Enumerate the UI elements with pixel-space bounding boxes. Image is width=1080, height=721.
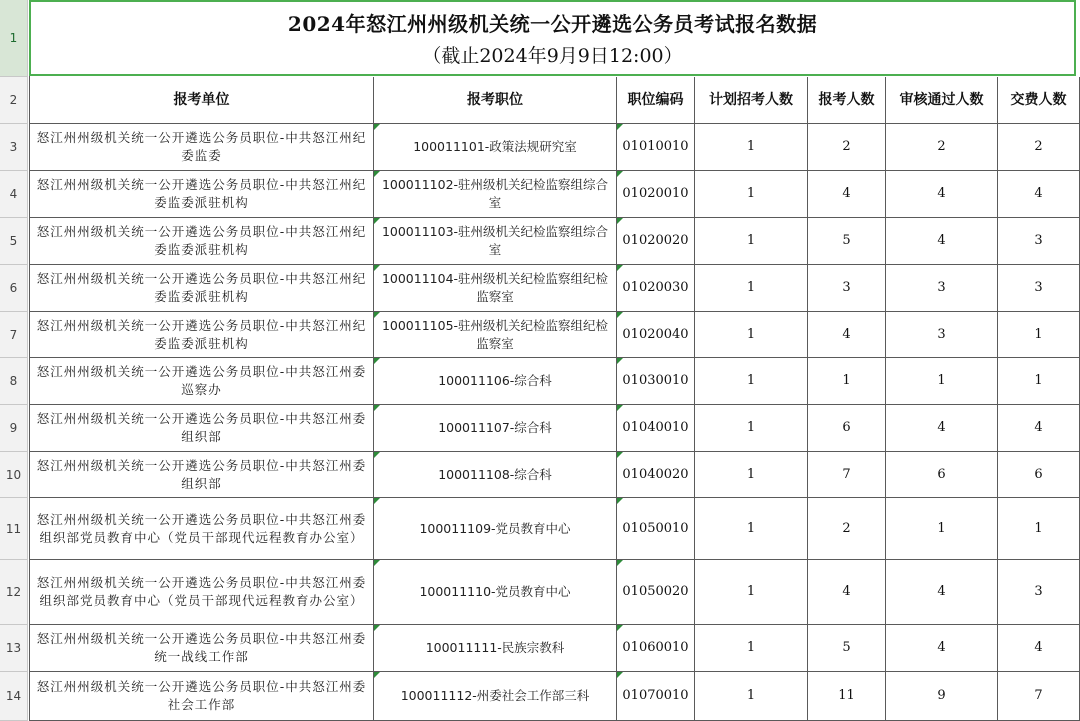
cell-unit[interactable] xyxy=(30,498,374,560)
cell-position-code-text: 01020020 xyxy=(622,233,689,248)
cell-marker-icon xyxy=(374,498,380,504)
header-approved-text: 审核通过人数 xyxy=(899,92,984,108)
cell-position[interactable] xyxy=(374,358,617,405)
cell-paid-text: 1 xyxy=(1034,520,1043,536)
cell-applicants[interactable] xyxy=(808,625,886,672)
cell-unit[interactable] xyxy=(30,672,374,721)
cell-paid[interactable] xyxy=(998,405,1080,452)
cell-marker-icon xyxy=(617,560,623,566)
cell-applicants[interactable] xyxy=(808,358,886,405)
cell-applicants-text: 7 xyxy=(842,466,851,482)
cell-applicants[interactable] xyxy=(808,265,886,312)
cell-marker-icon xyxy=(374,625,380,631)
cell-position-text: 100011109-党员教育中心 xyxy=(419,520,571,536)
row-number-11[interactable]: 11 xyxy=(0,498,28,560)
cell-marker-icon xyxy=(374,312,380,318)
cell-marker-icon xyxy=(374,405,380,411)
cell-position[interactable] xyxy=(374,405,617,452)
cell-position-code[interactable] xyxy=(617,265,695,312)
cell-paid-text: 1 xyxy=(1034,326,1043,342)
cell-position[interactable] xyxy=(374,218,617,265)
cell-applicants-text: 5 xyxy=(842,640,851,655)
cell-paid[interactable] xyxy=(998,560,1080,625)
cell-marker-icon xyxy=(617,625,623,631)
cell-paid-text: 2 xyxy=(1034,139,1043,154)
row-number-6[interactable]: 6 xyxy=(0,265,28,312)
row-number-2[interactable]: 2 xyxy=(0,77,28,124)
cell-unit-text: 怒江州州级机关统一公开遴选公务员职位-中共怒江州纪委监委派驻机构 xyxy=(36,271,367,304)
cell-position-text: 100011105-驻州级机关纪检监察组纪检监察室 xyxy=(381,317,609,351)
cell-paid-text: 4 xyxy=(1034,640,1043,655)
row-number-12[interactable]: 12 xyxy=(0,560,28,625)
cell-position-code-text: 01060010 xyxy=(622,640,689,655)
cell-position-code-text: 01020040 xyxy=(622,326,689,342)
cell-position-code-text: 01040020 xyxy=(622,466,689,482)
cell-position[interactable] xyxy=(374,265,617,312)
cell-unit[interactable] xyxy=(30,405,374,452)
cell-unit-text: 怒江州州级机关统一公开遴选公务员职位-中共怒江州委社会工作部 xyxy=(36,679,367,712)
cell-applicants[interactable] xyxy=(808,672,886,721)
cell-marker-icon xyxy=(617,672,623,678)
cell-position[interactable] xyxy=(374,560,617,625)
cell-applicants-text: 11 xyxy=(838,688,855,703)
cell-applicants[interactable] xyxy=(808,124,886,171)
cell-planned-recruits[interactable] xyxy=(695,218,808,265)
cell-position[interactable] xyxy=(374,498,617,560)
cell-position-text: 100011101-政策法规研究室 xyxy=(413,139,577,154)
cell-paid[interactable] xyxy=(998,625,1080,672)
cell-planned-recruits[interactable] xyxy=(695,672,808,721)
cell-unit-text: 怒江州州级机关统一公开遴选公务员职位-中共怒江州纪委监委派驻机构 xyxy=(36,224,367,257)
cell-applicants-text: 2 xyxy=(842,139,851,154)
cell-paid-text: 3 xyxy=(1034,233,1043,248)
cell-position-code[interactable] xyxy=(617,218,695,265)
cell-approved[interactable] xyxy=(886,124,998,171)
cell-approved[interactable] xyxy=(886,498,998,560)
cell-planned-recruits-text: 1 xyxy=(746,466,756,482)
cell-planned-recruits-text: 1 xyxy=(746,640,756,655)
cell-paid[interactable] xyxy=(998,498,1080,560)
cell-position-text: 100011103-驻州级机关纪检监察组综合室 xyxy=(381,224,609,257)
cell-position-code-text: 01050020 xyxy=(622,584,689,599)
cell-position-text: 100011112-州委社会工作部三科 xyxy=(400,688,590,703)
row-number-13[interactable]: 13 xyxy=(0,625,28,672)
row-number-1[interactable]: 1 xyxy=(0,0,28,77)
cell-position-code[interactable] xyxy=(617,498,695,560)
cell-applicants[interactable] xyxy=(808,498,886,560)
cell-position-text: 100011108-综合科 xyxy=(438,466,552,482)
sheet-title: 2024年怒江州州级机关统一公开遴选公务员考试报名数据 xyxy=(287,12,818,36)
header-applicants-text: 报考人数 xyxy=(818,92,875,108)
header-planned-recruits[interactable] xyxy=(695,77,808,124)
cell-applicants-text: 4 xyxy=(842,584,851,599)
cell-applicants[interactable] xyxy=(808,405,886,452)
cell-applicants[interactable] xyxy=(808,452,886,498)
cell-planned-recruits-text: 1 xyxy=(746,373,756,388)
header-paid-text: 交费人数 xyxy=(1010,92,1067,108)
row-number-8[interactable]: 8 xyxy=(0,358,28,405)
cell-position-code-text: 01020010 xyxy=(622,186,689,201)
row-number-14[interactable]: 14 xyxy=(0,672,28,721)
cell-paid-text: 7 xyxy=(1034,688,1043,703)
row-number-4[interactable]: 4 xyxy=(0,171,28,218)
cell-planned-recruits[interactable] xyxy=(695,405,808,452)
cell-paid-text: 4 xyxy=(1034,186,1043,201)
cell-unit[interactable] xyxy=(30,265,374,312)
cell-position-text: 100011102-驻州级机关纪检监察组综合室 xyxy=(381,177,609,210)
cell-approved[interactable] xyxy=(886,452,998,498)
cell-marker-icon xyxy=(374,672,380,678)
cell-planned-recruits[interactable] xyxy=(695,625,808,672)
cell-approved-text: 4 xyxy=(937,420,946,435)
cell-unit[interactable] xyxy=(30,560,374,625)
cell-position-code[interactable] xyxy=(617,405,695,452)
cell-unit-text: 怒江州州级机关统一公开遴选公务员职位-中共怒江州委组织部 xyxy=(36,457,367,491)
row-number-5[interactable]: 5 xyxy=(0,218,28,265)
cell-unit[interactable] xyxy=(30,312,374,358)
cell-unit-text: 怒江州州级机关统一公开遴选公务员职位-中共怒江州委巡察办 xyxy=(36,364,367,397)
cell-paid-text: 3 xyxy=(1034,280,1043,295)
cell-marker-icon xyxy=(374,560,380,566)
cell-unit[interactable] xyxy=(30,124,374,171)
cell-paid[interactable] xyxy=(998,218,1080,265)
cell-paid[interactable] xyxy=(998,312,1080,358)
cell-paid-text: 1 xyxy=(1034,373,1043,388)
header-paid[interactable] xyxy=(998,77,1080,124)
cell-position[interactable] xyxy=(374,171,617,218)
cell-position-code[interactable] xyxy=(617,124,695,171)
cell-marker-icon xyxy=(617,171,623,177)
cell-applicants-text: 3 xyxy=(842,280,851,295)
cell-planned-recruits-text: 1 xyxy=(746,280,756,295)
cell-applicants-text: 6 xyxy=(842,420,851,435)
title-cell[interactable] xyxy=(29,0,1076,76)
cell-position[interactable] xyxy=(374,312,617,358)
cell-unit[interactable] xyxy=(30,218,374,265)
cell-approved-text: 1 xyxy=(937,520,946,536)
cell-applicants[interactable] xyxy=(808,560,886,625)
row-number-9[interactable]: 9 xyxy=(0,405,28,452)
cell-marker-icon xyxy=(374,124,380,130)
cell-planned-recruits-text: 1 xyxy=(746,688,756,703)
cell-paid[interactable] xyxy=(998,672,1080,721)
cell-paid[interactable] xyxy=(998,358,1080,405)
header-position[interactable] xyxy=(374,77,617,124)
cell-position-code-text: 01070010 xyxy=(622,688,689,703)
cell-marker-icon xyxy=(617,312,623,318)
cell-applicants-text: 4 xyxy=(842,326,851,342)
cell-applicants[interactable] xyxy=(808,218,886,265)
cell-planned-recruits[interactable] xyxy=(695,560,808,625)
cell-applicants-text: 2 xyxy=(842,520,851,536)
cell-planned-recruits[interactable] xyxy=(695,452,808,498)
cell-position-text: 100011104-驻州级机关纪检监察组纪检监察室 xyxy=(381,271,609,304)
cell-unit[interactable] xyxy=(30,171,374,218)
cell-position-text: 100011110-党员教育中心 xyxy=(419,584,571,599)
cell-marker-icon xyxy=(617,452,623,458)
cell-approved-text: 4 xyxy=(937,186,946,201)
cell-position[interactable] xyxy=(374,625,617,672)
cell-position-text: 100011111-民族宗教科 xyxy=(425,640,565,655)
cell-paid-text: 4 xyxy=(1034,420,1043,435)
cell-marker-icon xyxy=(617,265,623,271)
cell-unit-text: 怒江州州级机关统一公开遴选公务员职位-中共怒江州委组织部党员教育中心（党员干部现代远程教育办公室） xyxy=(36,575,367,608)
cell-paid[interactable] xyxy=(998,124,1080,171)
cell-marker-icon xyxy=(374,218,380,224)
cell-unit[interactable] xyxy=(30,358,374,405)
cell-marker-icon xyxy=(617,498,623,504)
cell-unit[interactable] xyxy=(30,452,374,498)
cell-marker-icon xyxy=(617,124,623,130)
header-position-code[interactable] xyxy=(617,77,695,124)
header-planned-recruits-text: 计划招考人数 xyxy=(709,92,793,108)
cell-planned-recruits[interactable] xyxy=(695,358,808,405)
cell-approved-text: 4 xyxy=(937,584,946,599)
cell-approved-text: 6 xyxy=(937,466,946,482)
row-number-3[interactable]: 3 xyxy=(0,124,28,171)
cell-position-text: 100011107-综合科 xyxy=(438,420,552,435)
header-unit-text: 报考单位 xyxy=(173,92,230,108)
cell-planned-recruits-text: 1 xyxy=(746,233,756,248)
cell-position-code-text: 01030010 xyxy=(622,373,689,388)
cell-planned-recruits[interactable] xyxy=(695,312,808,358)
cell-approved-text: 9 xyxy=(937,688,946,703)
cell-planned-recruits[interactable] xyxy=(695,171,808,218)
cell-position-code[interactable] xyxy=(617,312,695,358)
cell-unit-text: 怒江州州级机关统一公开遴选公务员职位-中共怒江州委组织部 xyxy=(36,411,367,444)
header-position-text: 报考职位 xyxy=(467,92,523,108)
cell-paid[interactable] xyxy=(998,265,1080,312)
cell-planned-recruits-text: 1 xyxy=(746,420,756,435)
cell-approved[interactable] xyxy=(886,405,998,452)
cell-planned-recruits-text: 1 xyxy=(746,584,756,599)
cell-marker-icon xyxy=(374,452,380,458)
cell-planned-recruits-text: 1 xyxy=(746,326,756,342)
row-number-10[interactable]: 10 xyxy=(0,452,28,498)
cell-position-code[interactable] xyxy=(617,452,695,498)
cell-applicants-text: 1 xyxy=(842,373,851,388)
cell-position[interactable] xyxy=(374,124,617,171)
cell-position-code-text: 01040010 xyxy=(622,420,689,435)
cell-unit-text: 怒江州州级机关统一公开遴选公务员职位-中共怒江州委统一战线工作部 xyxy=(36,631,367,664)
cell-approved[interactable] xyxy=(886,560,998,625)
cell-planned-recruits-text: 1 xyxy=(746,139,756,154)
row-number-7[interactable]: 7 xyxy=(0,312,28,358)
cell-position-code[interactable] xyxy=(617,358,695,405)
cell-approved[interactable] xyxy=(886,625,998,672)
cell-unit-text: 怒江州州级机关统一公开遴选公务员职位-中共怒江州纪委监委 xyxy=(36,130,367,163)
cell-paid-text: 3 xyxy=(1034,584,1043,599)
cell-approved-text: 3 xyxy=(937,280,946,295)
header-position-code-text: 职位编码 xyxy=(627,92,684,108)
cell-planned-recruits[interactable] xyxy=(695,265,808,312)
cell-planned-recruits[interactable] xyxy=(695,498,808,560)
cell-marker-icon xyxy=(617,218,623,224)
cell-planned-recruits[interactable] xyxy=(695,124,808,171)
cell-marker-icon xyxy=(617,405,623,411)
cell-position-code-text: 01010010 xyxy=(622,139,689,154)
cell-approved[interactable] xyxy=(886,358,998,405)
cell-approved[interactable] xyxy=(886,218,998,265)
header-approved[interactable] xyxy=(886,77,998,124)
cell-approved[interactable] xyxy=(886,312,998,358)
cell-position-code[interactable] xyxy=(617,171,695,218)
sheet-subtitle: （截止2024年9月9日12:00） xyxy=(422,45,683,67)
cell-approved-text: 2 xyxy=(937,139,946,154)
cell-applicants-text: 4 xyxy=(842,186,851,201)
cell-unit-text: 怒江州州级机关统一公开遴选公务员职位-中共怒江州纪委监委派驻机构 xyxy=(36,317,367,351)
cell-unit[interactable] xyxy=(30,625,374,672)
cell-applicants[interactable] xyxy=(808,171,886,218)
cell-marker-icon xyxy=(374,265,380,271)
cell-position-code[interactable] xyxy=(617,625,695,672)
header-unit[interactable] xyxy=(30,77,374,124)
cell-applicants-text: 5 xyxy=(842,233,851,248)
cell-planned-recruits-text: 1 xyxy=(746,186,756,201)
cell-position-text: 100011106-综合科 xyxy=(438,373,552,388)
header-applicants[interactable] xyxy=(808,77,886,124)
cell-approved-text: 4 xyxy=(937,233,946,248)
cell-paid-text: 6 xyxy=(1034,466,1043,482)
cell-approved-text: 3 xyxy=(937,326,946,342)
cell-approved[interactable] xyxy=(886,672,998,721)
cell-approved-text: 4 xyxy=(937,640,946,655)
cell-planned-recruits-text: 1 xyxy=(746,520,756,536)
cell-marker-icon xyxy=(374,171,380,177)
cell-approved-text: 1 xyxy=(937,373,946,388)
cell-approved[interactable] xyxy=(886,265,998,312)
cell-position-code[interactable] xyxy=(617,672,695,721)
cell-position-code-text: 01020030 xyxy=(622,280,689,295)
cell-unit-text: 怒江州州级机关统一公开遴选公务员职位-中共怒江州委组织部党员教育中心（党员干部现代远程教育办公室） xyxy=(36,511,367,545)
cell-marker-icon xyxy=(617,358,623,364)
cell-applicants[interactable] xyxy=(808,312,886,358)
cell-paid[interactable] xyxy=(998,171,1080,218)
cell-paid[interactable] xyxy=(998,452,1080,498)
cell-position-code-text: 01050010 xyxy=(622,520,689,536)
cell-marker-icon xyxy=(374,358,380,364)
cell-position[interactable] xyxy=(374,672,617,721)
cell-approved[interactable] xyxy=(886,171,998,218)
cell-position[interactable] xyxy=(374,452,617,498)
cell-position-code[interactable] xyxy=(617,560,695,625)
cell-unit-text: 怒江州州级机关统一公开遴选公务员职位-中共怒江州纪委监委派驻机构 xyxy=(36,177,367,210)
